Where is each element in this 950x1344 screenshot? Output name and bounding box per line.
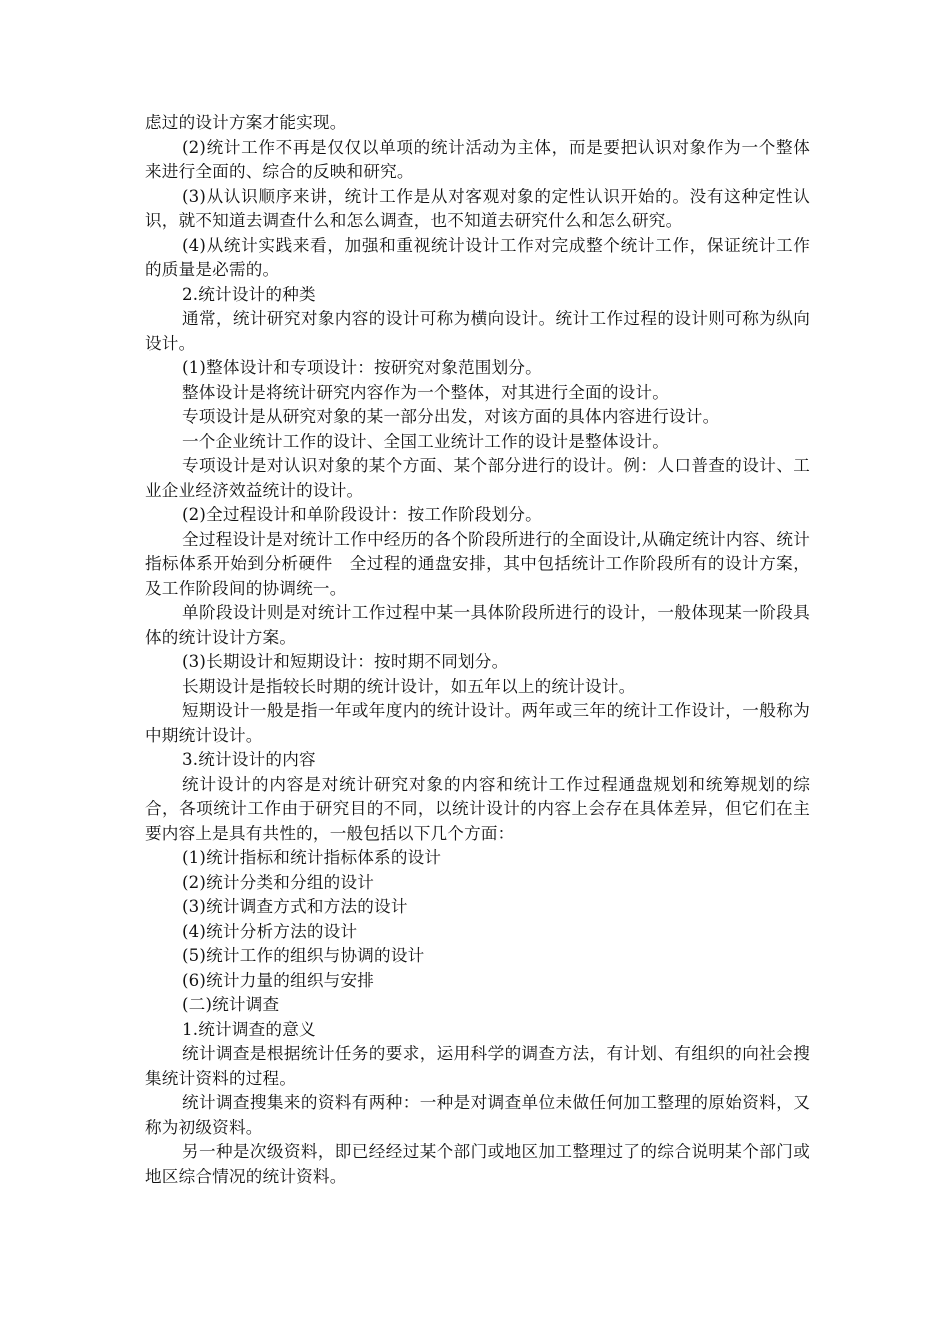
paragraph: 单阶段设计则是对统计工作过程中某一具体阶段所进行的设计，一般体现某一阶段具体的统计设计方案。 [145,603,810,647]
paragraph: (2)统计工作不再是仅仅以单项的统计活动为主体，而是要把认识对象作为一个整体来进行全面的、综合的反映和研究。 [145,137,810,181]
paragraph: 专项设计是从研究对象的某一部分出发，对该方面的具体内容进行设计。 [182,407,720,426]
list-item: (5)统计工作的组织与协调的设计 [182,946,425,965]
paragraph: (3)从认识顺序来讲，统计工作是从对客观对象的定性认识开始的。没有这种定性认识，就不知道去调查什么和怎么调查，也不知道去研究什么和怎么研究。 [145,186,810,230]
paragraph: 统计调查是根据统计任务的要求，运用科学的调查方法，有计划、有组织的向社会搜集统计资料的过程。 [145,1044,810,1088]
paragraph: 通常，统计研究对象内容的设计可称为横向设计。统计工作过程的设计则可称为纵向设计。 [145,309,810,353]
section-heading: (二)统计调查 [182,995,280,1014]
section-heading: 1.统计调查的意义 [182,1019,316,1039]
list-item: (4)统计分析方法的设计 [182,921,358,941]
paragraph: (3)长期设计和短期设计：按时期不同划分。 [182,652,509,671]
paragraph: 长期设计是指较长时期的统计设计，如五年以上的统计设计。 [182,676,636,696]
paragraph: 统计设计的内容是对统计研究对象的内容和统计工作过程通盘规划和统筹规划的综合，各项统计工作由于研究目的不同，以统计设计的内容上会存在具体差异，但它们在主要内容上是具有共性的，一般包括以下几个方面： [145,774,810,843]
list-item: (2)统计分类和分组的设计 [182,872,375,892]
list-item: (1)统计指标和统计指标体系的设计 [182,848,442,867]
section-heading: 2.统计设计的种类 [182,284,316,304]
list-item: (6)统计力量的组织与安排 [182,970,375,990]
paragraph: 整体设计是将统计研究内容作为一个整体，对其进行全面的设计。 [182,382,670,402]
document-body [145,111,810,1189]
paragraph: (2)全过程设计和单阶段设计：按工作阶段划分。 [182,505,542,524]
paragraph: 短期设计一般是指一年或年度内的统计设计。两年或三年的统计工作设计，一般称为中期统计设计。 [145,701,810,745]
list-item: (3)统计调查方式和方法的设计 [182,897,408,916]
paragraph: 全过程设计是对统计工作中经历的各个阶段所进行的全面设计,从确定统计内容、统计指标体系开始到分析硬件 全过程的通盘安排，其中包括统计工作阶段所有的设计方案，及工作阶段间的协调统一。 [145,529,810,598]
section-heading: 3.统计设计的内容 [182,750,316,769]
paragraph: (4)从统计实践来看，加强和重视统计设计工作对完成整个统计工作，保证统计工作的质量是必需的。 [145,235,810,279]
paragraph: 专项设计是对认识对象的某个方面、某个部分进行的设计。例：人口普查的设计、工业企业经济效益统计的设计。 [145,456,810,500]
paragraph: 统计调查搜集来的资料有两种：一种是对调查单位未做任何加工整理的原始资料，又称为初级资料。 [145,1093,810,1137]
paragraph: 另一种是次级资料，即已经经过某个部门或地区加工整理过了的综合说明某个部门或地区综合情况的统计资料。 [145,1142,810,1186]
paragraph: (1)整体设计和专项设计：按研究对象范围划分。 [182,358,542,377]
paragraph: 虑过的设计方案才能实现。 [145,113,347,132]
paragraph: 一个企业统计工作的设计、全国工业统计工作的设计是整体设计。 [182,431,670,451]
